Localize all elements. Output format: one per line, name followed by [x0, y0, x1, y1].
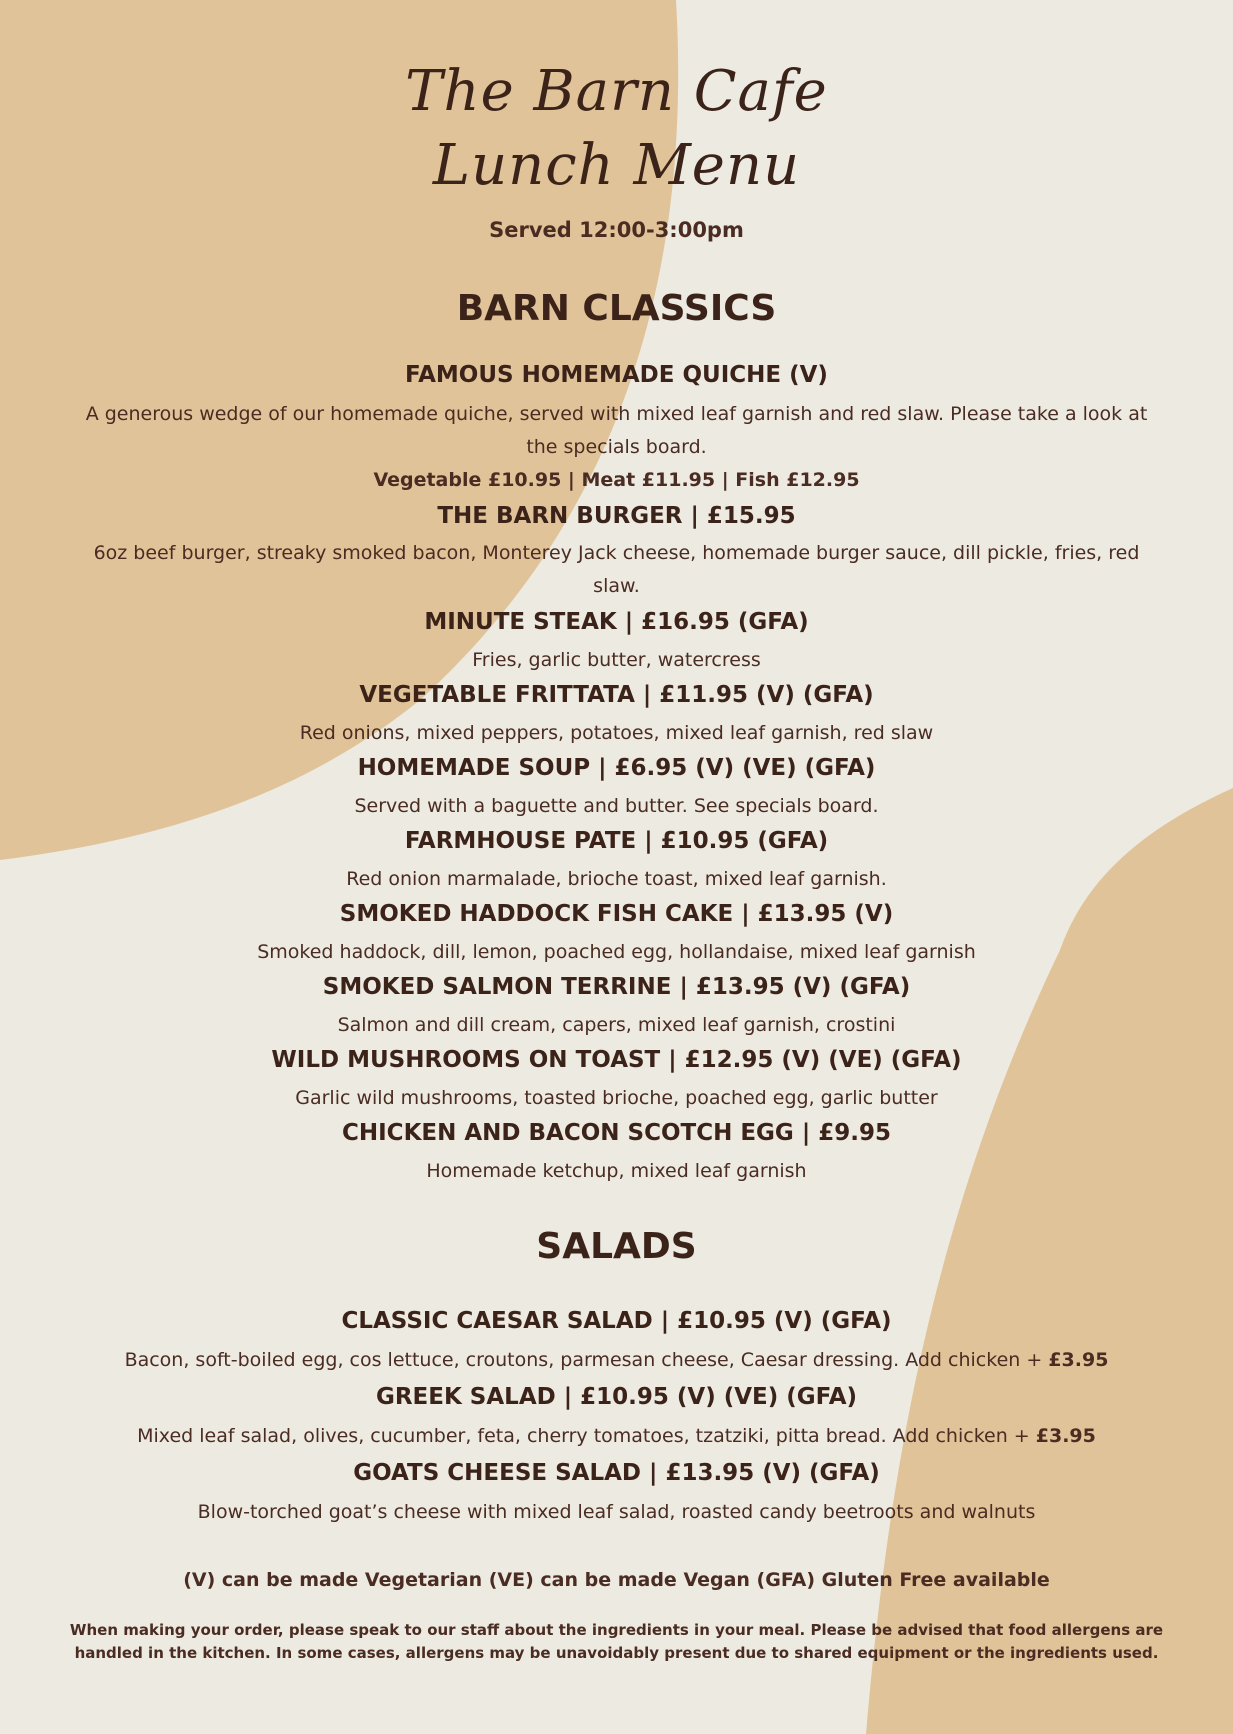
menu-item-description: Red onion marmalade, brioche toast, mixed leaf garnish.	[346, 868, 887, 890]
menu-item-title: CLASSIC CAESAR SALAD | £10.95 (V) (GFA)	[341, 1308, 892, 1334]
description-text: Mixed leaf salad, olives, cucumber, feta, cherry tomatoes, tzatziki, pitta bread. Add chicken +	[137, 1425, 1036, 1447]
description-text: Bacon, soft-boiled egg, cos lettuce, croutons, parmesan cheese, Caesar dressing. Add chicken +	[124, 1349, 1049, 1371]
serving-hours: Served 12:00-3:00pm	[489, 218, 744, 242]
dietary-legend: (V) can be made Vegetarian (VE) can be made Vegan (GFA) Gluten Free available	[183, 1569, 1050, 1591]
menu-item-title: MINUTE STEAK | £16.95 (GFA)	[424, 609, 809, 635]
menu-item-description: Homemade ketchup, mixed leaf garnish	[426, 1160, 807, 1182]
menu-item-title: SMOKED HADDOCK FISH CAKE | £13.95 (V)	[339, 901, 894, 927]
menu-item-title: SMOKED SALMON TERRINE | £13.95 (V) (GFA)	[322, 974, 911, 1000]
menu-item-description: Red onions, mixed peppers, potatoes, mixed leaf garnish, red slaw	[299, 722, 934, 744]
menu-item-title: CHICKEN AND BACON SCOTCH EGG | £9.95	[342, 1120, 891, 1146]
menu-item-description	[80, 1420, 1153, 1453]
addon-price: £3.95	[1035, 1425, 1096, 1447]
menu-item-description: Fries, garlic butter, watercress	[472, 649, 761, 671]
menu-item-description: Blow-torched goat’s cheese with mixed leaf salad, roasted candy beetroots and walnuts	[197, 1501, 1036, 1523]
allergen-notice: When making your order, please speak to our staff about the ingredients in your meal. Please be advised that food allergens are handled in the kitchen. In some cases, allergens may be unavoidably present due to shared equipment or the ingredients used.	[69, 1621, 1164, 1662]
menu-item-title: FAMOUS HOMEMADE QUICHE (V)	[405, 362, 828, 388]
menu-item-title: THE BARN BURGER | £15.95	[437, 503, 796, 529]
menu-item-title: HOMEMADE SOUP | £6.95 (V) (VE) (GFA)	[357, 755, 876, 781]
menu-item-title: VEGETABLE FRITTATA | £11.95 (V) (GFA)	[359, 682, 874, 708]
menu-item-description: Smoked haddock, dill, lemon, poached egg, hollandaise, mixed leaf garnish	[257, 941, 976, 963]
menu-name: Lunch Menu	[432, 133, 801, 198]
menu-item-description: Salmon and dill cream, capers, mixed leaf garnish, crostini	[337, 1014, 896, 1036]
menu-item-description: A generous wedge of our homemade quiche, served with mixed leaf garnish and red slaw. Please take a look at the specials board.	[85, 403, 1148, 458]
menu-item-description: Garlic wild mushrooms, toasted brioche, poached egg, garlic butter	[295, 1087, 938, 1109]
menu-item-prices: Vegetable £10.95 | Meat £11.95 | Fish £12.95	[373, 469, 860, 491]
menu-item-description: 6oz beef burger, streaky smoked bacon, Monterey Jack cheese, homemade burger sauce, dill pickle, fries, red slaw.	[93, 542, 1140, 597]
menu-item-title: GREEK SALAD | £10.95 (V) (VE) (GFA)	[375, 1384, 858, 1410]
section-heading-salads: SALADS	[536, 1226, 697, 1267]
menu-item-description	[80, 1344, 1153, 1377]
menu-item-title: GOATS CHEESE SALAD | £13.95 (V) (GFA)	[353, 1460, 880, 1486]
section-heading-barn-classics: BARN CLASSICS	[456, 288, 777, 329]
menu-item-title: FARMHOUSE PATE | £10.95 (GFA)	[404, 828, 829, 854]
cafe-name: The Barn Cafe	[405, 59, 828, 124]
menu-item-description: Served with a baguette and butter. See specials board.	[354, 795, 879, 817]
addon-price: £3.95	[1048, 1349, 1109, 1371]
menu-item-title: WILD MUSHROOMS ON TOAST | £12.95 (V) (VE) (GFA)	[271, 1047, 962, 1073]
